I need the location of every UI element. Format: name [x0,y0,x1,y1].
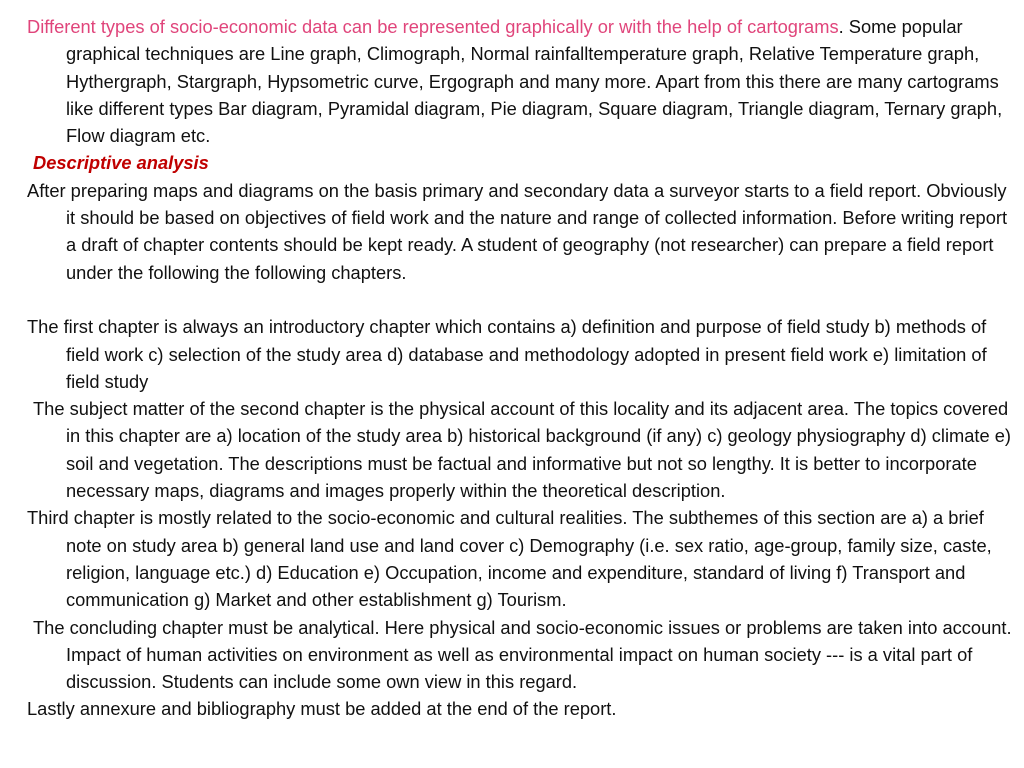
third-chapter-paragraph: Third chapter is mostly related to the socio-economic and cultural realities. The subthemes of this section are a) a brief note on study area b) general land use and land cover c) Demography (i.e. sex ratio, age-group, family size, caste, religion, language etc.) d) Education e) Occupation, income and expenditure, standard of living f) Transport and communication g) Market and other establishment g) Tourism. [27,507,992,611]
preparing-paragraph: After preparing maps and diagrams on the basis primary and secondary data a surveyor starts to a field report. Obviously it should be based on objectives of field work and the nature and range of collected information. Before writing report a draft of chapter contents should be kept ready. A student of geography (not researcher) can prepare a field report under the following the following chapters. [27,179,1008,283]
intro-lead: Different types of socio-economic data can be represented graphically or with the help of cartograms [27,16,839,37]
second-chapter-paragraph: The subject matter of the second chapter is the physical account of this locality and its adjacent area. The topics covered in this chapter are a) location of the study area b) historical background (if any) c) geology physiography d) climate e) soil and vegetation. The descriptions must be factual and informative but not so lengthy. It is better to incorporate necessary maps, diagrams and images properly within the theoretical description. [33,398,1012,502]
lastly-paragraph: Lastly annexure and bibliography must be added at the end of the report. [27,698,617,720]
intro-rest: Some popular graphical techniques are Line graph, Climograph, Normal rainfalltemperature graph, Relative Temperature graph, Hythergraph, Stargraph, Hypsometric curve, Ergograph and many more. Apart from this there are many cartograms like different types Bar diagram, Pyramidal diagram, Pie diagram, Square diagram, Triangle diagram, Ternary graph, Flow diagram etc. [66,16,1003,147]
concluding-chapter-paragraph: The concluding chapter must be analytical. Here physical and socio-economic issues or problems are taken into account. Impact of human activities on environment as well as environmental impact on human society --- is a vital part of discussion. Students can include some own view in this regard. [33,616,1012,693]
paragraph-spacer [27,286,1016,313]
intro-paragraph [27,13,1016,149]
section-heading: Descriptive analysis [33,152,209,174]
first-chapter-paragraph: The first chapter is always an introductory chapter which contains a) definition and purpose of field study b) methods of field work c) selection of the study area d) database and methodology adopted in present field work e) limitation of field study [27,316,987,392]
intro-lead-period: . [838,16,844,37]
